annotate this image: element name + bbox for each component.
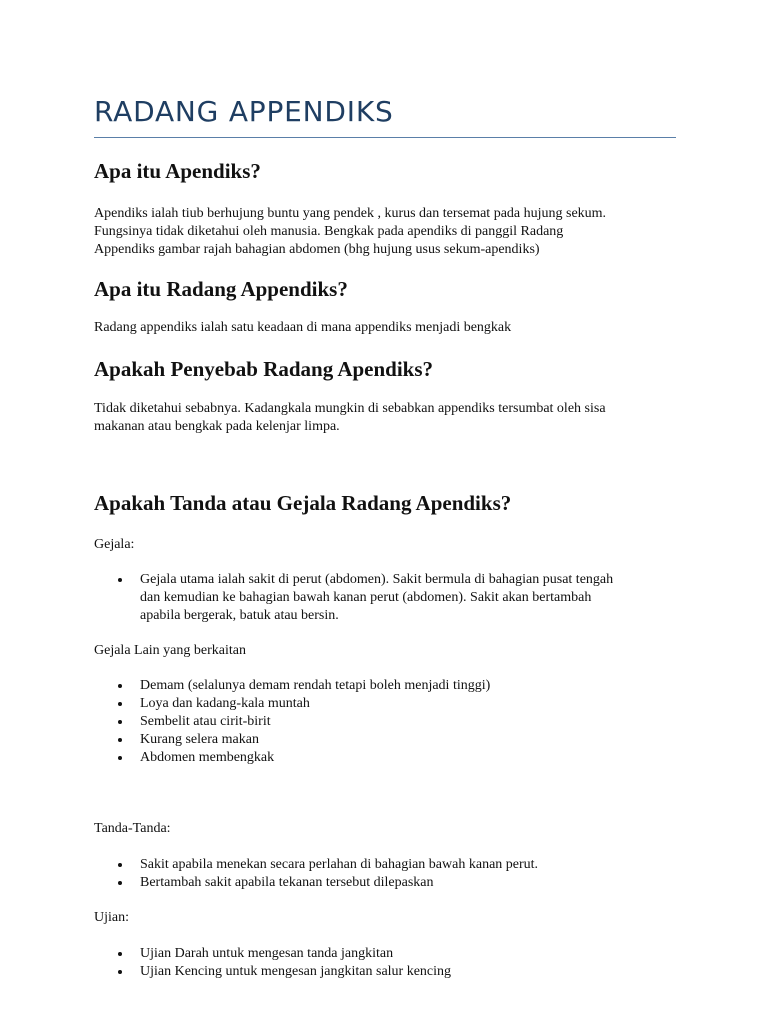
- label-tanda-tanda: Tanda-Tanda:: [94, 821, 171, 836]
- list-item: Kurang selera makan: [94, 731, 674, 749]
- title-underline: [94, 137, 676, 138]
- list-item: Ujian Kencing untuk mengesan jangkitan salur kencing: [94, 963, 674, 981]
- list-item: [94, 571, 670, 625]
- list-gejala-lain: [94, 677, 674, 767]
- heading-apa-itu-radang-appendiks: Apa itu Radang Appendiks?: [94, 277, 348, 301]
- list-gejala: [94, 571, 674, 625]
- paragraph-line: Tidak diketahui sebabnya. Kadangkala mungkin di sebabkan appendiks tersumbat oleh sisa: [94, 401, 606, 416]
- heading-penyebab: Apakah Penyebab Radang Apendiks?: [94, 357, 434, 381]
- heading-tanda-gejala: Apakah Tanda atau Gejala Radang Apendiks?: [94, 491, 512, 515]
- list-item-line: apabila bergerak, batuk atau bersin.: [140, 608, 339, 623]
- paragraph-apendiks-definition: [94, 205, 674, 259]
- list-item: Abdomen membengkak: [94, 749, 674, 767]
- label-gejala: Gejala:: [94, 537, 135, 552]
- list-item: Ujian Darah untuk mengesan tanda jangkitan: [94, 945, 674, 963]
- label-ujian: Ujian:: [94, 910, 129, 925]
- list-item: Sembelit atau cirit-birit: [94, 713, 674, 731]
- paragraph-line: Apendiks ialah tiub berhujung buntu yang pendek , kurus dan tersemat pada hujung sekum.: [94, 206, 607, 221]
- list-item-line: dan kemudian ke bahagian bawah kanan perut (abdomen). Sakit akan bertambah: [140, 590, 592, 605]
- list-item: Sakit apabila menekan secara perlahan di bahagian bawah kanan perut.: [94, 856, 674, 874]
- list-item-line: Gejala utama ialah sakit di perut (abdomen). Sakit bermula di bahagian pusat tengah: [140, 572, 614, 587]
- paragraph-line: Appendiks gambar rajah bahagian abdomen (bhg hujung usus sekum-apendiks): [94, 242, 540, 257]
- list-tanda-tanda: [94, 856, 674, 892]
- document-title: RADANG APPENDIKS: [94, 95, 394, 128]
- paragraph-line: Fungsinya tidak diketahui oleh manusia. Bengkak pada apendiks di panggil Radang: [94, 224, 564, 239]
- paragraph-radang-definition: Radang appendiks ialah satu keadaan di mana appendiks menjadi bengkak: [94, 320, 512, 335]
- list-item: Bertambah sakit apabila tekanan tersebut dilepaskan: [94, 874, 674, 892]
- list-item: Demam (selalunya demam rendah tetapi boleh menjadi tinggi): [94, 677, 674, 695]
- heading-apa-itu-apendiks: Apa itu Apendiks?: [94, 159, 261, 183]
- paragraph-line: makanan atau bengkak pada kelenjar limpa.: [94, 419, 340, 434]
- label-gejala-lain: Gejala Lain yang berkaitan: [94, 643, 246, 658]
- paragraph-penyebab: [94, 400, 674, 436]
- list-ujian: [94, 945, 674, 981]
- list-item: Loya dan kadang-kala muntah: [94, 695, 674, 713]
